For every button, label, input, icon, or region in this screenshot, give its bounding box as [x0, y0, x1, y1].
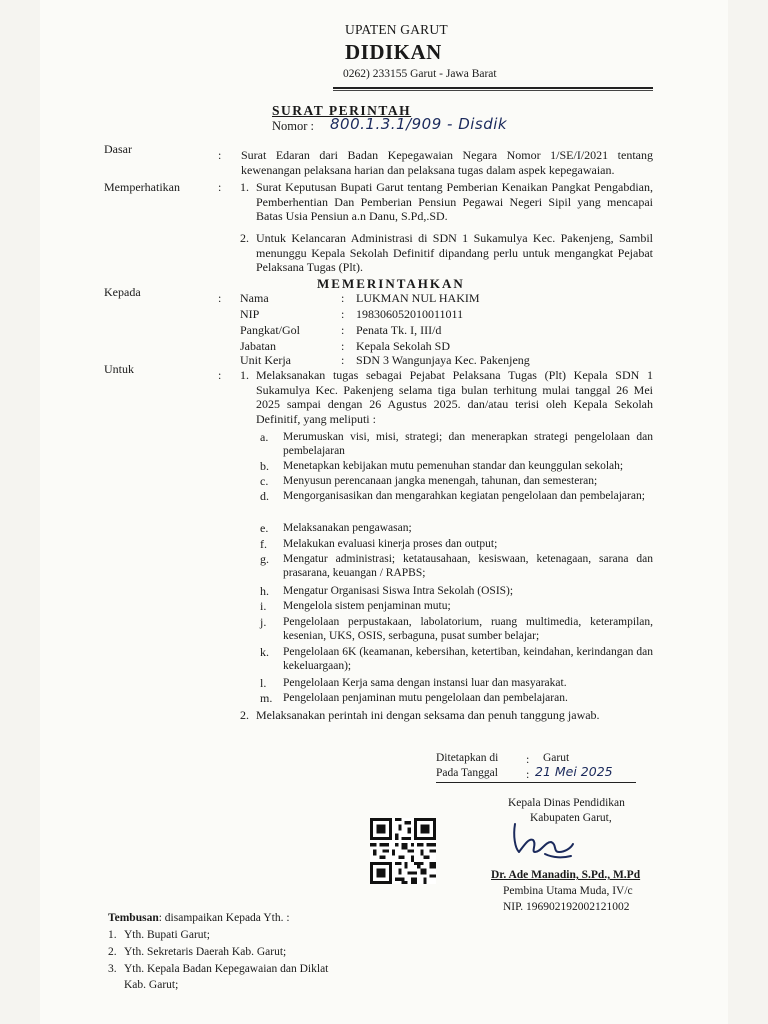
- field-colon: :: [341, 339, 345, 353]
- field-colon: :: [341, 353, 345, 367]
- signatory-rank: Pembina Utama Muda, IV/c: [503, 885, 633, 897]
- tembusan-intro: : disampaikan Kepada Yth. :: [158, 912, 290, 924]
- tanggal-colon: :: [526, 767, 530, 781]
- field-key-nip: NIP: [240, 307, 260, 321]
- tanggal-value: 21 Mei 2025: [535, 764, 613, 779]
- ditetapkan-value: Garut: [543, 752, 570, 764]
- memerintahkan-heading: MEMERINTAHKAN: [317, 276, 465, 291]
- sub-item-d: Mengorganisasikan dan mengarahkan kegiatan pengelolaan dan pembelajaran;: [283, 490, 645, 502]
- field-colon: :: [341, 291, 345, 305]
- tembusan-item-3: Yth. Kepala Badan Kepegawaian dan Diklat: [124, 963, 329, 975]
- tembusan-item-1: Yth. Bupati Garut;: [124, 929, 210, 941]
- untuk-item-2: Melaksanakan perintah ini dengan seksama dan penuh tanggung jawab.: [256, 708, 600, 722]
- sub-letter: d.: [260, 489, 269, 503]
- field-value-nama: LUKMAN NUL HAKIM: [356, 291, 480, 305]
- kepada-colon: :: [218, 291, 222, 305]
- sub-letter: m.: [260, 691, 273, 705]
- qr-code: [370, 818, 436, 884]
- dasar-text: Surat Edaran dari Badan Kepegawaian Negara Nomor 1/SE/I/2021 tentang kewenangan pelaksana harian dan pelaksana tugas dalam aspek kepegawaian.: [241, 148, 653, 177]
- tanggal-handwritten: [533, 760, 633, 782]
- sub-item-g: Mengatur administrasi; ketatausahaan, kesiswaan, ketenagaan, sarana dan prasarana, keuangan / RAPBS;: [283, 553, 653, 579]
- sub-item-e: Melaksanakan pengawasan;: [283, 522, 412, 534]
- memperhatikan-item-1: Surat Keputusan Bupati Garut tentang Pemberian Kenaikan Pangkat Pengabdian, Pemberhentian Dan Pemberian Pensiun Pegawai Negeri Sipil yang mencapai Batas Usia Pensiun a.n Danu, S.Pd,.SD.: [256, 180, 653, 223]
- memperhatikan-colon: :: [218, 180, 222, 194]
- sub-letter: g.: [260, 552, 269, 566]
- ditetapkan-rule: [436, 782, 636, 783]
- nomor-handwritten: [328, 112, 558, 136]
- tembusan-num: 3.: [108, 963, 117, 975]
- tembusan-item-2: Yth. Sekretaris Daerah Kab. Garut;: [124, 946, 287, 958]
- field-colon: :: [341, 323, 345, 337]
- sub-letter: c.: [260, 474, 269, 488]
- tembusan-num: 2.: [108, 946, 117, 958]
- letter-title: SURAT PERINTAH: [272, 103, 412, 118]
- memperhatikan-label: Memperhatikan: [104, 180, 180, 194]
- memperhatikan-num-2: 2.: [240, 231, 249, 245]
- sub-item-c: Menyusun perencanaan jangka menengah, tahunan, dan semesteran;: [283, 475, 598, 487]
- tembusan-heading: [108, 912, 290, 924]
- field-colon: :: [341, 307, 345, 321]
- tembusan-num: 1.: [108, 929, 117, 941]
- ditetapkan-colon: :: [526, 752, 530, 766]
- tanggal-label: Pada Tanggal: [436, 767, 498, 779]
- sub-letter: k.: [260, 645, 269, 659]
- ditetapkan-label: Ditetapkan di: [436, 752, 499, 764]
- sub-item-b: Menetapkan kebijakan mutu pemenuhan standar dan keunggulan sekolah;: [283, 460, 624, 472]
- signatory-title1: Kepala Dinas Pendidikan: [508, 797, 625, 809]
- sub-letter: e.: [260, 521, 269, 535]
- sub-item-i: Mengelola sistem penjaminan mutu;: [283, 600, 451, 612]
- letterhead-line1: UPATEN GARUT: [345, 22, 448, 37]
- sub-letter: f.: [260, 537, 267, 551]
- untuk-label: Untuk: [104, 362, 134, 376]
- sub-item-j: Pengelolaan perpustakaan, labolatorium, ruang multimedia, keterampilan, kesenian, UKS, OSIS, serbaguna, pusat sumber belajar;: [283, 616, 653, 642]
- nomor-label: Nomor :: [272, 119, 315, 133]
- kepada-label: Kepada: [104, 285, 141, 299]
- signature-scribble: [505, 818, 585, 866]
- sub-letter: i.: [260, 599, 267, 613]
- field-value-pangkat: Penata Tk. I, III/d: [356, 323, 442, 337]
- untuk-colon: :: [218, 368, 222, 382]
- sub-letter: b.: [260, 459, 269, 473]
- tembusan-item-3-cont: Kab. Garut;: [124, 979, 179, 991]
- letterhead-rule-thin: [333, 90, 653, 91]
- untuk-num-2: 2.: [240, 708, 249, 722]
- sub-letter: j.: [260, 615, 267, 629]
- sub-letter: a.: [260, 430, 269, 444]
- letterhead-address: 0262) 233155 Garut - Jawa Barat: [343, 68, 497, 80]
- field-key-nama: Nama: [240, 291, 269, 305]
- sub-item-a: Merumuskan visi, misi, strategi; dan menerapkan strategi pengelolaan dan pembelajaran: [283, 431, 653, 457]
- sub-item-m: Pengelolaan penjaminan mutu pengelolaan dan pembelajaran.: [283, 692, 568, 704]
- letterhead-rule: [333, 87, 653, 89]
- sub-item-f: Melakukan evaluasi kinerja proses dan output;: [283, 538, 498, 550]
- sub-item-k: Pengelolaan 6K (keamanan, kebersihan, ketertiban, keindahan, kerindangan dan kekeluargaan);: [283, 646, 653, 672]
- field-key-unit: Unit Kerja: [240, 353, 291, 367]
- sub-letter: h.: [260, 584, 269, 598]
- sub-item-l: Pengelolaan Kerja sama dengan instansi luar dan masyarakat.: [283, 677, 567, 689]
- field-value-jabatan: Kepala Sekolah SD: [356, 339, 450, 353]
- letterhead-line2: DIDIKAN: [345, 40, 442, 64]
- sub-letter: l.: [260, 676, 267, 690]
- field-key-pangkat: Pangkat/Gol: [240, 323, 300, 337]
- nomor-value: 800.1.3.1/909 - Disdik: [330, 115, 508, 133]
- sub-item-h: Mengatur Organisasi Siswa Intra Sekolah (OSIS);: [283, 585, 514, 597]
- memperhatikan-item-2: Untuk Kelancaran Administrasi di SDN 1 Sukamulya Kec. Pakenjeng, Sambil menunggu Kepala Sekolah Definitif dipandang perlu untuk mengangkat Pejabat Pelaksana Tugas (Plt).: [256, 231, 653, 274]
- untuk-item-1: Melaksanakan tugas sebagai Pejabat Pelaksana Tugas (Plt) Kepala SDN 1 Sukamulya Kec. Pakenjeng selama tiga bulan terhitung mulai tanggal 26 Mei 2025 sampai dengan 26 Agustus 2025. dan/atau terisi oleh Kepala Sekolah Definitif, yang meliputi :: [256, 368, 653, 426]
- field-value-unit: SDN 3 Wangunjaya Kec. Pakenjeng: [356, 353, 530, 367]
- dasar-label: Dasar: [104, 142, 132, 156]
- dasar-colon: :: [218, 148, 222, 162]
- signatory-nip: NIP. 196902192002121002: [503, 901, 630, 913]
- signatory-title2: Kabupaten Garut,: [530, 812, 612, 824]
- field-value-nip: 198306052010011011: [356, 307, 464, 321]
- tembusan-label: Tembusan: [108, 912, 159, 924]
- memperhatikan-num-1: 1.: [240, 180, 249, 194]
- signatory-name: Dr. Ade Manadin, S.Pd., M.Pd: [491, 869, 641, 881]
- field-key-jabatan: Jabatan: [240, 339, 276, 353]
- untuk-num-1: 1.: [240, 368, 249, 382]
